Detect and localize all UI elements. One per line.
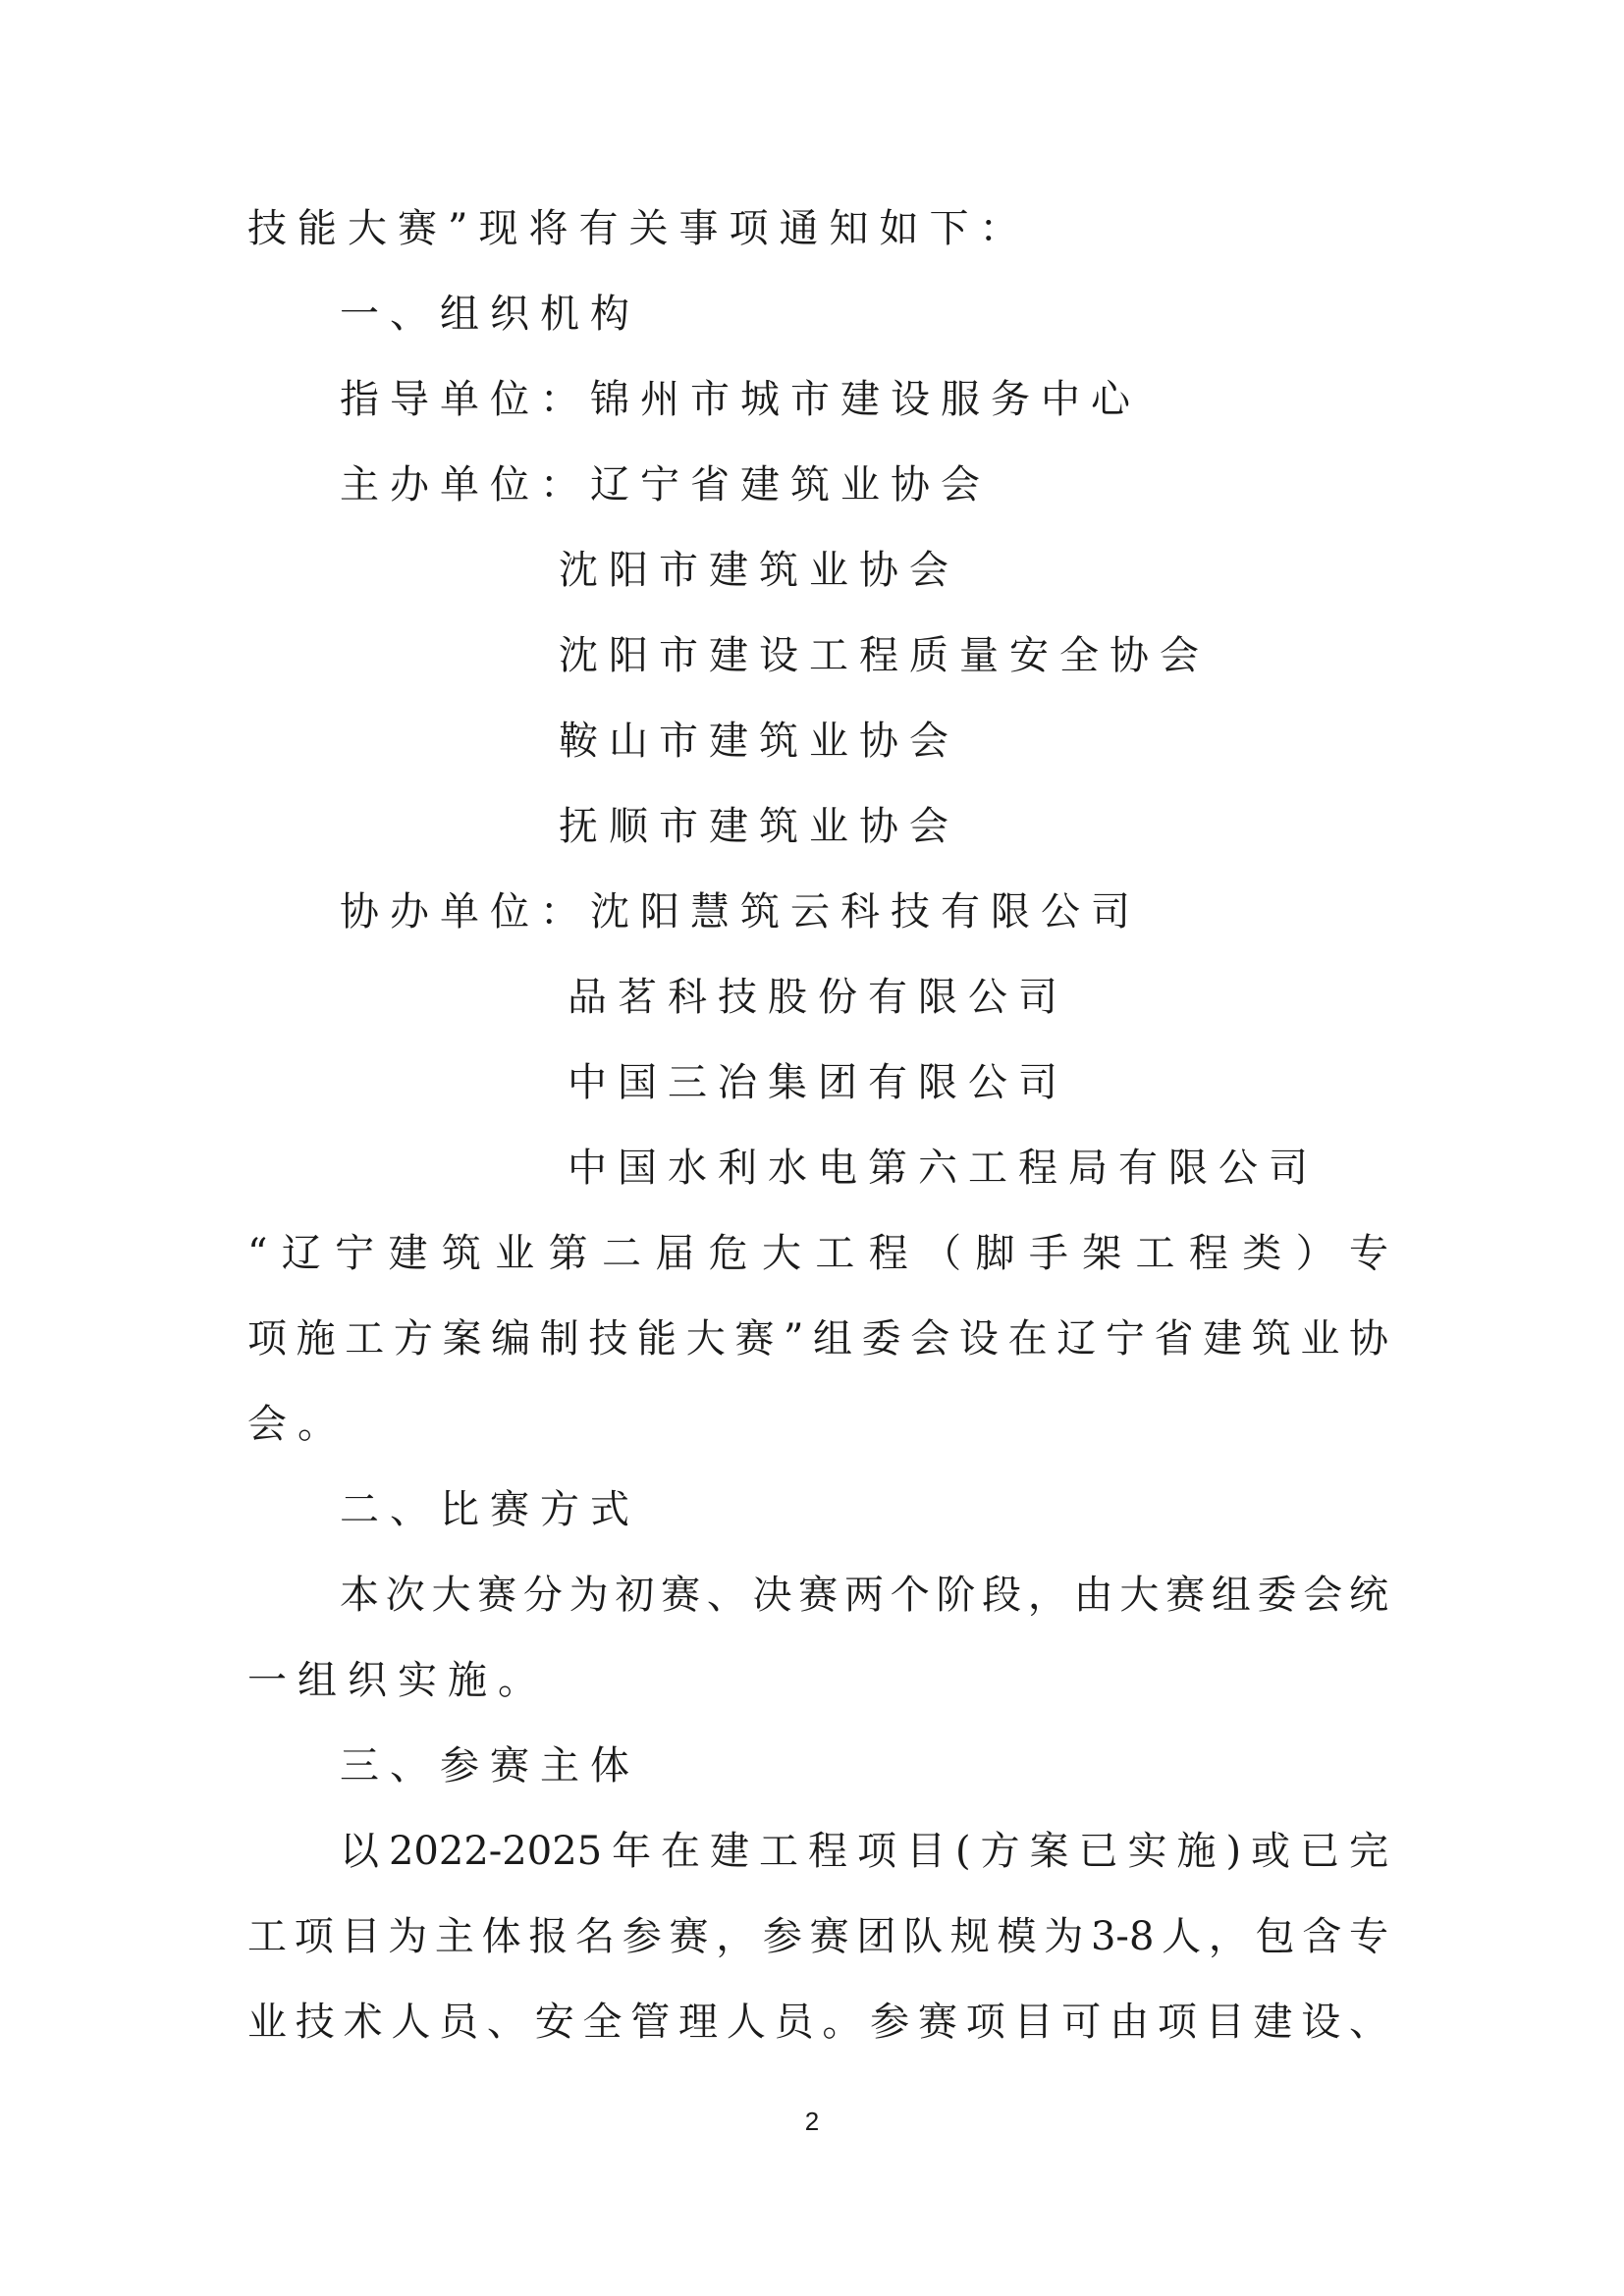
co-organizer-item: 品茗科技股份有限公司 <box>568 975 1068 1020</box>
host-unit-item: 鞍山市建筑业协会 <box>559 719 959 764</box>
co-organizer-item: 中国三冶集团有限公司 <box>568 1060 1068 1105</box>
co-organizer-item: 中国水利水电第六工程局有限公司 <box>568 1146 1319 1191</box>
host-unit-item: 沈阳市建设工程质量安全协会 <box>559 633 1210 678</box>
paragraph-line: 业技术人员、安全管理人员。参赛项目可由项目建设、 <box>247 2000 1388 2045</box>
text-line-1: 技能大赛”现将有关事项通知如下： <box>247 206 1030 251</box>
host-unit-item: 沈阳市建筑业协会 <box>559 548 959 593</box>
paragraph-line: “辽宁建筑业第二届危大工程（脚手架工程类）专 <box>247 1231 1388 1276</box>
page-number: 2 <box>804 2107 820 2136</box>
paragraph-line: 会。 <box>247 1402 348 1447</box>
paragraph-line: 本次大赛分为初赛、决赛两个阶段，由大赛组委会统 <box>340 1573 1388 1618</box>
guiding-unit-line: 指导单位：锦州市城市建设服务中心 <box>340 377 1141 422</box>
co-organizer-line: 协办单位：沈阳慧筑云科技有限公司 <box>340 889 1141 934</box>
section-heading-participants: 三、参赛主体 <box>340 1743 640 1789</box>
paragraph-line: 工项目为主体报名参赛，参赛团队规模为3-8人，包含专 <box>247 1914 1388 1959</box>
paragraph-line: 一组织实施。 <box>247 1658 548 1703</box>
paragraph-line: 以2022-2025年在建工程项目(方案已实施)或已完 <box>340 1829 1388 1874</box>
section-heading-format: 二、比赛方式 <box>340 1487 640 1532</box>
paragraph-line: 项施工方案编制技能大赛”组委会设在辽宁省建筑业协 <box>247 1316 1388 1362</box>
host-unit-line: 主办单位：辽宁省建筑业协会 <box>340 462 991 507</box>
host-unit-item: 抚顺市建筑业协会 <box>559 804 959 849</box>
section-heading-organization: 一、组织机构 <box>340 292 640 337</box>
